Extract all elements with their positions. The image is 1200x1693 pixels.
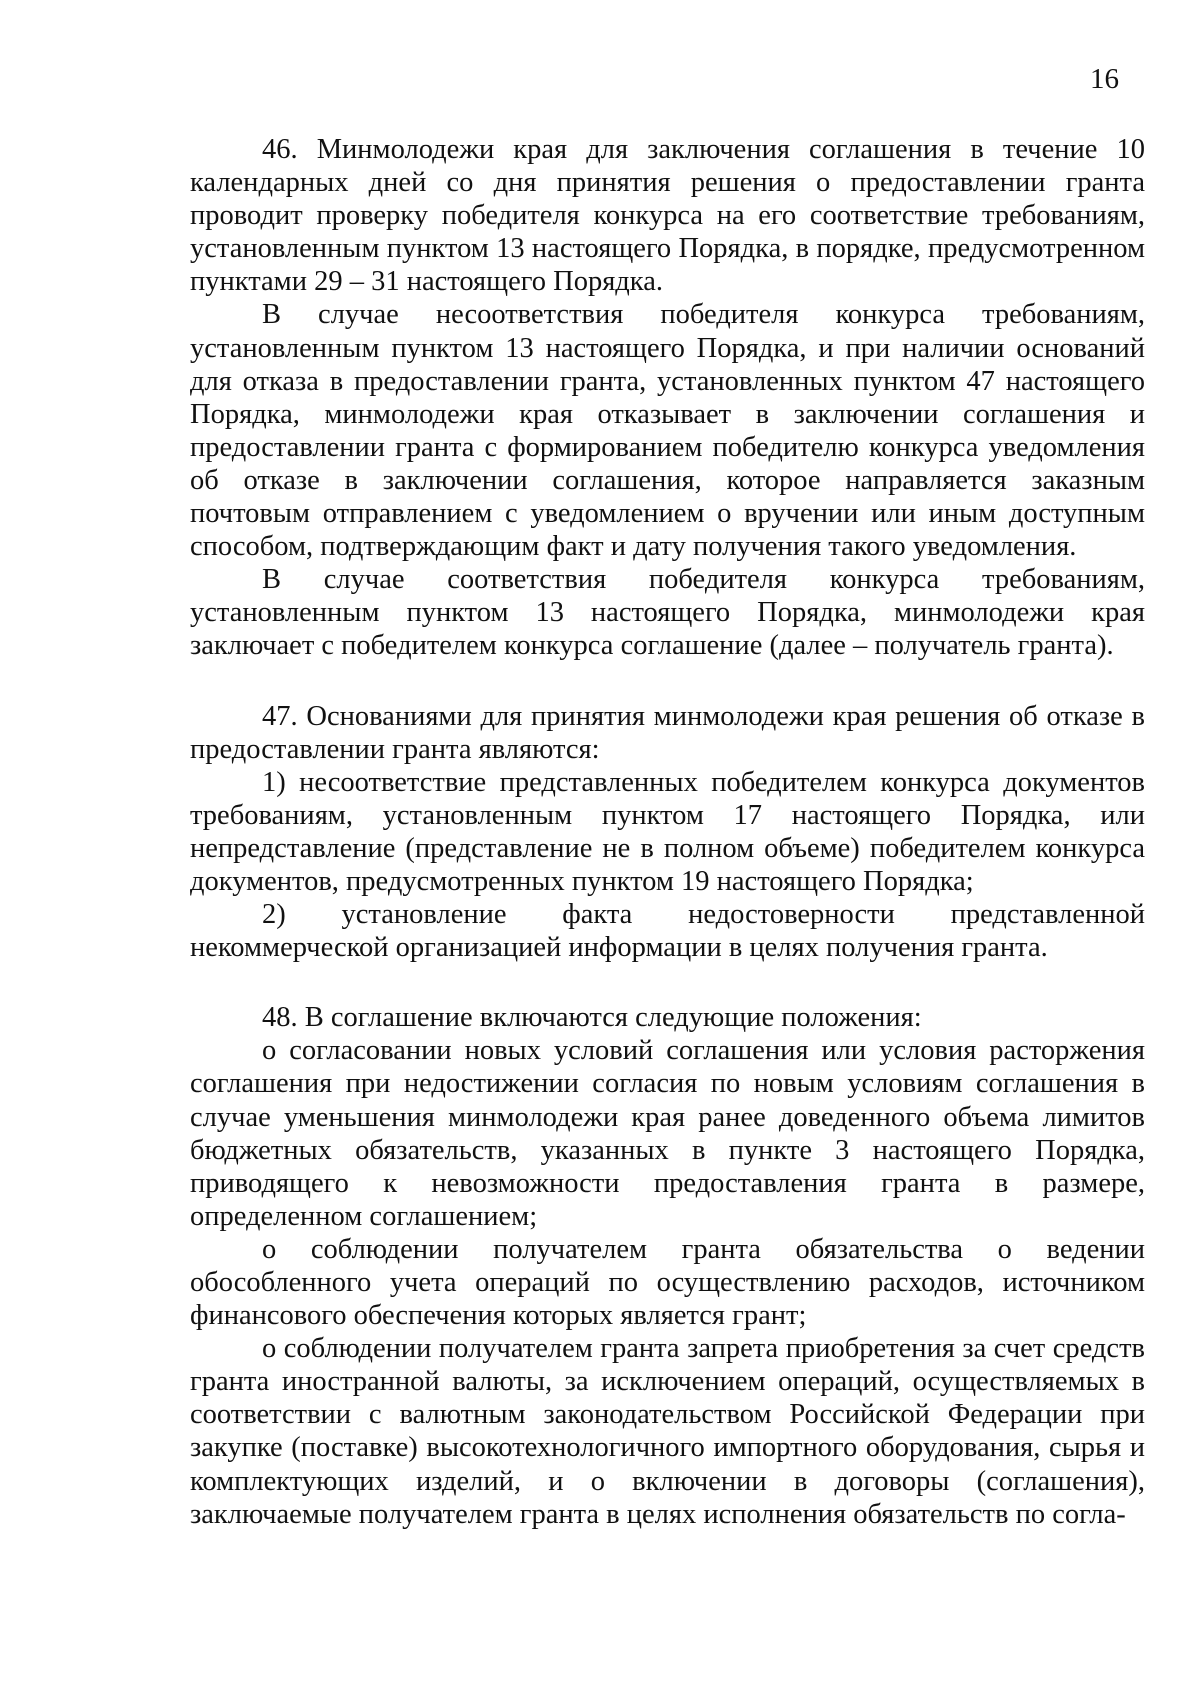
paragraph-47: 47. Основаниями для принятия минмолодежи края решения об отказе в предоставлении гранта являются: [190,700,1145,765]
paragraph-47-item-1: 1) несоответствие представленных победителем конкурса документов требованиям, установленным пунктом 17 настоящего Порядка, или непредставление (представление не в полном объеме) победителем конкурса документов, предусмотренных пунктом 19 настоящего Порядка; [190,766,1145,897]
paragraph-48: 48. В соглашение включаются следующие положения: [262,1002,922,1034]
paragraph-48-provision-3: о соблюдении получателем гранта запрета приобретения за счет средств гранта иностранной валюты, за исключением операций, осуществляемых в соответствии с валютным законодательством Российской Федерации при закупке (поставке) высокотехнологичного импортного оборудования, сырья и комплектующих изделий, и о включении в договоры (соглашения), заключаемые получателем гранта в целях исполнения обязательств по согла- [190,1333,1145,1530]
document-body [190,133,1145,1531]
paragraph-46-refusal-case: В случае несоответствия победителя конкурса требованиям, установленным пунктом 13 настоящего Порядка, и при наличии оснований для отказа в предоставлении гранта, установленных пунктом 47 настоящего Порядка, минмолодежи края отказывает в заключении соглашения и предоставлении гранта с формированием победителю конкурса уведомления об отказе в заключении соглашения, которое направляется заказным почтовым отправлением с уведомлением о вручении или иным доступным способом, подтверждающим факт и дату получения такого уведомления. [190,299,1145,563]
paragraph-46: 46. Минмолодежи края для заключения соглашения в течение 10 календарных дней со дня принятия решения о предоставлении гранта проводит проверку победителя конкурса на его соответствие требованиям, установленным пунктом 13 настоящего Порядка, в порядке, предусмотренном пунктами 29 – 31 настоящего Порядка. [190,134,1145,298]
page-number: 16 [1090,63,1119,95]
paragraph-48-provision-2: о соблюдении получателем гранта обязательства о ведении обособленного учета операций по осуществлению расходов, источником финансового обеспечения которых является грант; [190,1233,1145,1332]
paragraph-48-provision-1: о согласовании новых условий соглашения или условия расторжения соглашения при недостижении согласия по новым условиям соглашения в случае уменьшения минмолодежи края ранее доведенного объема лимитов бюджетных обязательств, указанных в пункте 3 настоящего Порядка, приводящего к невозможности предоставления гранта в размере, определенном соглашением; [190,1035,1145,1232]
paragraph-46-agreement-case: В случае соответствия победителя конкурса требованиям, установленным пунктом 13 настоящего Порядка, минмолодежи края заключает с победителем конкурса соглашение (далее – получатель гранта). [190,564,1145,662]
paragraph-47-item-2: 2) установление факта недостоверности представленной некоммерческой организацией информации в целях получения гранта. [190,899,1145,964]
